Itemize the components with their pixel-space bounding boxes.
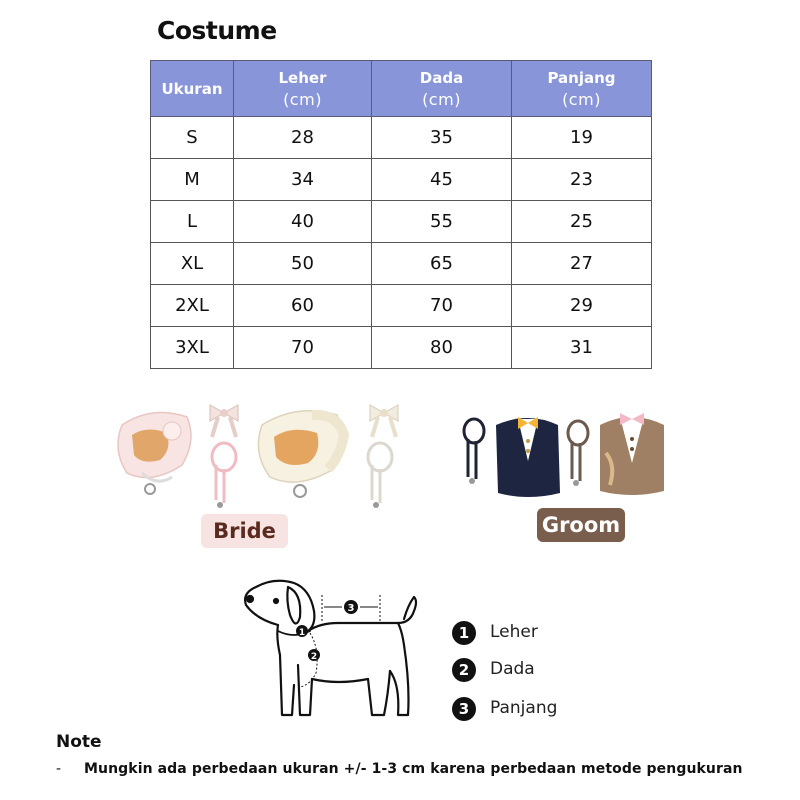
cell-size: M bbox=[151, 159, 234, 201]
cell-size: 3XL bbox=[151, 327, 234, 369]
groom-brown-leash-image bbox=[568, 421, 588, 486]
legend-label: Panjang bbox=[490, 698, 558, 718]
table-row bbox=[151, 117, 652, 159]
cell-leher: 60 bbox=[234, 285, 372, 327]
table-row bbox=[151, 285, 652, 327]
svg-text:3: 3 bbox=[347, 603, 355, 614]
legend-number: 3 bbox=[452, 697, 476, 721]
bride-label: Bride bbox=[201, 514, 288, 548]
legend-item-dada bbox=[452, 658, 592, 684]
note-text: Mungkin ada perbedaan ukuran +/- 1-3 cm karena perbedaan metode pengukuran bbox=[84, 761, 743, 777]
groom-product-photo bbox=[460, 405, 690, 505]
header-panjang: Panjang (cm) bbox=[512, 61, 652, 117]
header-dada: Dada (cm) bbox=[372, 61, 512, 117]
cell-panjang: 29 bbox=[512, 285, 652, 327]
bride-pink-leash-image bbox=[212, 443, 236, 508]
groom-brown-tuxedo-image bbox=[600, 413, 664, 495]
header-leher: Leher (cm) bbox=[234, 61, 372, 117]
table-row bbox=[151, 327, 652, 369]
page-title: Costume bbox=[157, 16, 277, 45]
bride-product-photo bbox=[112, 395, 422, 515]
cell-leher: 50 bbox=[234, 243, 372, 285]
cell-panjang: 19 bbox=[512, 117, 652, 159]
cell-panjang: 23 bbox=[512, 159, 652, 201]
cell-size: XL bbox=[151, 243, 234, 285]
legend-number: 2 bbox=[452, 658, 476, 682]
bride-pink-bow-image bbox=[210, 405, 238, 437]
cell-leher: 70 bbox=[234, 327, 372, 369]
cell-leher: 40 bbox=[234, 201, 372, 243]
bride-cream-harness-image bbox=[258, 411, 344, 497]
table-row bbox=[151, 201, 652, 243]
table-row bbox=[151, 159, 652, 201]
legend-number: 1 bbox=[452, 621, 476, 645]
cell-dada: 55 bbox=[372, 201, 512, 243]
dog-outline-icon bbox=[245, 581, 416, 715]
legend-item-panjang bbox=[452, 697, 592, 723]
table-header-row bbox=[151, 61, 652, 117]
cell-panjang: 27 bbox=[512, 243, 652, 285]
cell-dada: 70 bbox=[372, 285, 512, 327]
note-title: Note bbox=[56, 732, 102, 752]
legend-label: Dada bbox=[490, 659, 535, 679]
cell-size: S bbox=[151, 117, 234, 159]
size-table bbox=[150, 60, 652, 369]
cell-size: L bbox=[151, 201, 234, 243]
legend-item-leher bbox=[452, 621, 592, 647]
bride-cream-bow-image bbox=[370, 405, 398, 437]
groom-navy-tuxedo-image bbox=[496, 417, 560, 497]
cell-leher: 28 bbox=[234, 117, 372, 159]
cell-size: 2XL bbox=[151, 285, 234, 327]
cell-dada: 45 bbox=[372, 159, 512, 201]
bride-cream-leash-image bbox=[368, 443, 392, 508]
cell-dada: 80 bbox=[372, 327, 512, 369]
svg-text:2: 2 bbox=[310, 652, 318, 662]
header-ukuran: Ukuran bbox=[151, 61, 234, 117]
svg-text:1: 1 bbox=[298, 628, 306, 638]
cell-panjang: 31 bbox=[512, 327, 652, 369]
cell-dada: 65 bbox=[372, 243, 512, 285]
cell-dada: 35 bbox=[372, 117, 512, 159]
table-row bbox=[151, 243, 652, 285]
bride-pink-harness-image bbox=[118, 413, 191, 495]
groom-label: Groom bbox=[537, 508, 625, 542]
dog-measurement-diagram bbox=[238, 575, 423, 730]
cell-leher: 34 bbox=[234, 159, 372, 201]
legend-label: Leher bbox=[490, 622, 538, 642]
cell-panjang: 25 bbox=[512, 201, 652, 243]
note-bullet: - bbox=[56, 761, 62, 777]
groom-black-leash-image bbox=[464, 419, 484, 484]
